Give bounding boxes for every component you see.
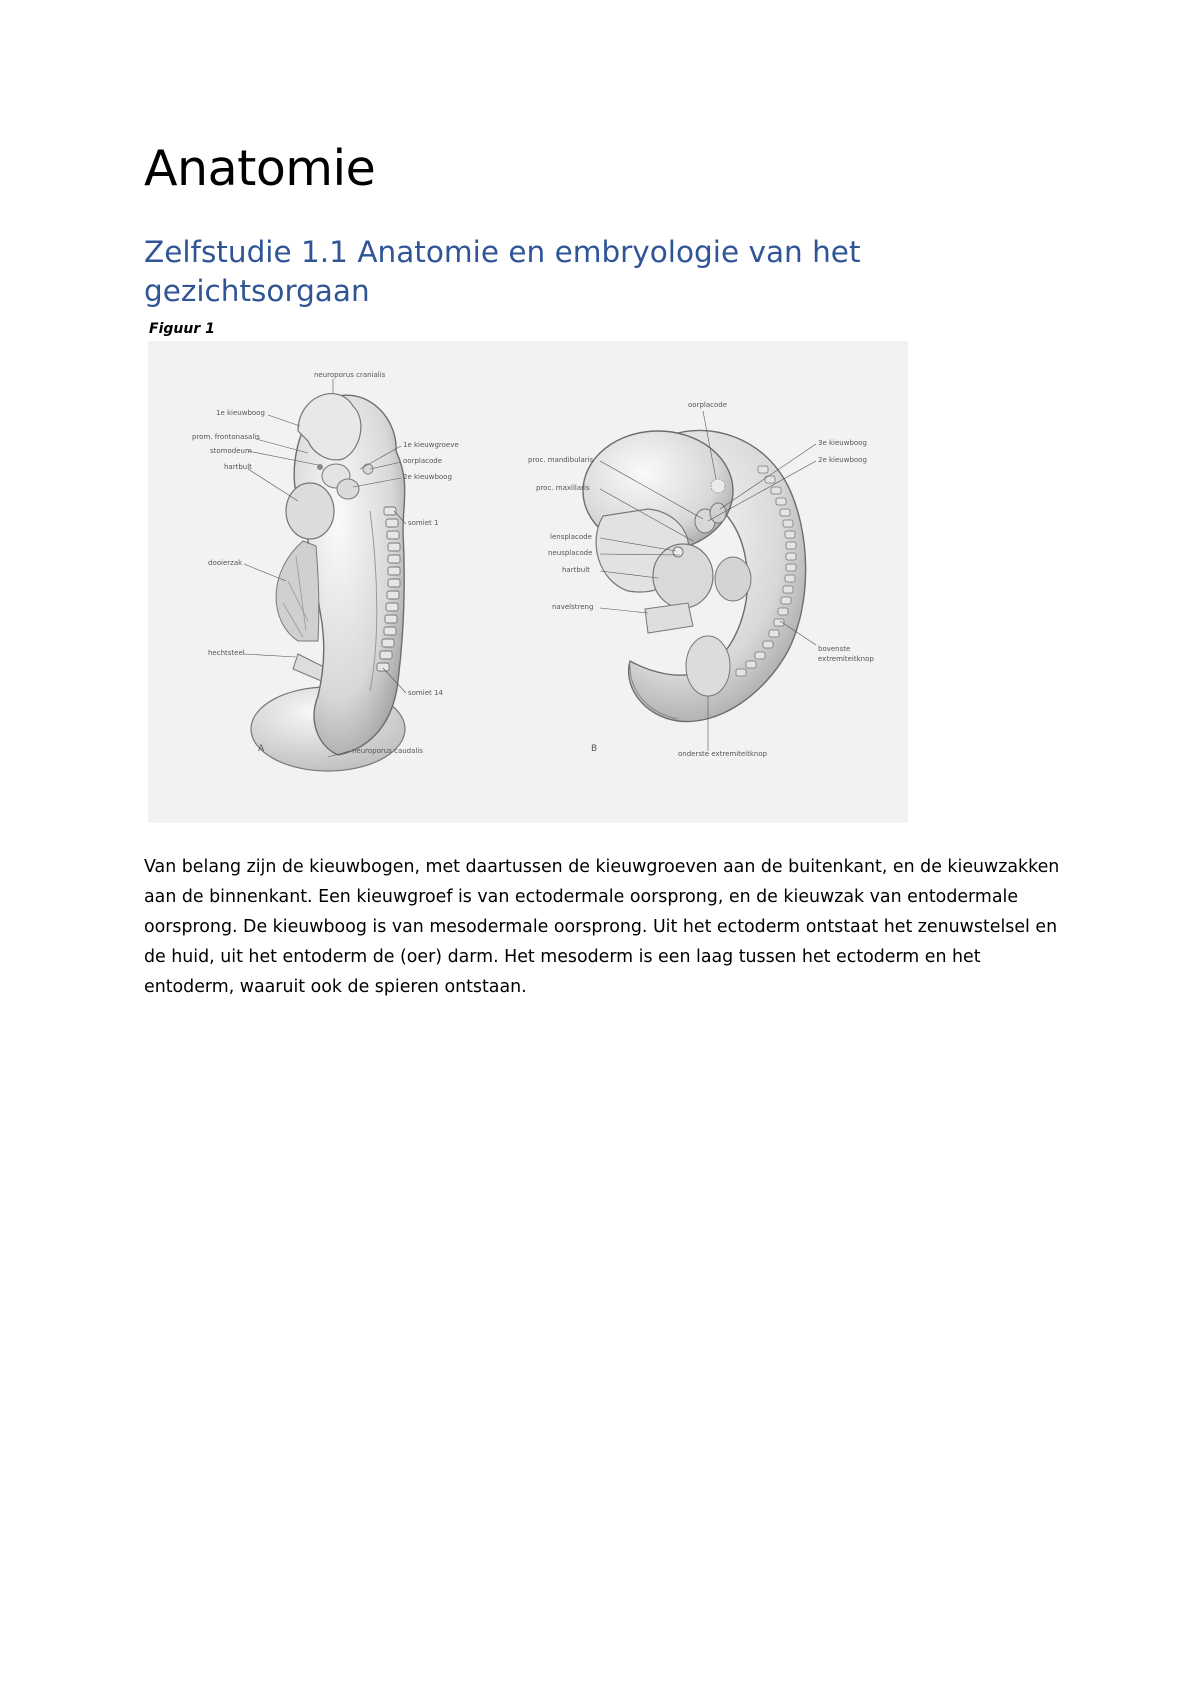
label-hartbult: hartbult bbox=[224, 463, 252, 471]
label-dooierzak: dooierzak bbox=[208, 559, 243, 567]
label-somiet-1: somiet 1 bbox=[408, 519, 439, 527]
page-title: Anatomie bbox=[144, 140, 376, 197]
section-heading: Zelfstudie 1.1 Anatomie en embryologie van het gezichtsorgaan bbox=[144, 235, 861, 308]
label-1e-kieuwgroeve: 1e kieuwgroeve bbox=[403, 441, 459, 449]
label-stomodeum: stomodeum bbox=[210, 447, 252, 455]
label-proc-mandibularis: proc. mandibularis bbox=[528, 456, 594, 464]
label-1e-kieuwboog: 1e kieuwboog bbox=[216, 409, 265, 417]
panel-b-embryo bbox=[583, 430, 806, 721]
panel-a-letter: A bbox=[258, 744, 265, 754]
label-neuroporus-caudalis: neuroporus caudalis bbox=[352, 747, 423, 755]
label-lensplacode: lensplacode bbox=[550, 533, 592, 541]
label-bovenste-extremiteitknop-2: extremiteitknop bbox=[818, 655, 874, 663]
embryo-illustration bbox=[148, 341, 908, 823]
label-onderste-extremiteitknop: onderste extremiteitknop bbox=[678, 750, 768, 758]
label-navelstreng: navelstreng bbox=[552, 603, 594, 611]
label-somiet-14: somiet 14 bbox=[408, 689, 443, 697]
figure-caption: Figuur 1 bbox=[149, 321, 215, 337]
label-neusplacode: neusplacode bbox=[548, 549, 593, 557]
label-neuroporus-cranialis: neuroporus cranialis bbox=[314, 371, 386, 379]
panel-b-letter: B bbox=[591, 744, 598, 754]
label-3e-kieuwboog: 3e kieuwboog bbox=[818, 439, 867, 447]
body-paragraph: Van belang zijn de kieuwbogen, met daartussen de kieuwgroeven aan de buitenkant, en de kieuwzakken aan de binnenkant. Een kieuwgroef is van ectodermale oorsprong, en de kieuwzak van entodermale oorsprong. De kieuwboog is van mesodermale oorsprong. Uit het ectoderm ontstaat het zenuwstelsel en de huid, uit het entoderm de (oer) darm. Het mesoderm is een laag tussen het ectoderm en het entoderm, waaruit ook de spieren ontstaan. bbox=[144, 857, 1060, 997]
label-bovenste-extremiteitknop-1: bovenste bbox=[818, 645, 851, 653]
embryo-figure bbox=[148, 341, 908, 823]
label-hechtsteel: hechtsteel bbox=[208, 649, 245, 657]
label-proc-maxillaris: proc. maxillaris bbox=[536, 484, 590, 492]
label-oorplacode-b: oorplacode bbox=[688, 401, 728, 409]
label-hartbult-b: hartbult bbox=[562, 566, 590, 574]
label-oorplacode-a: oorplacode bbox=[403, 457, 443, 465]
label-2e-kieuwboog-a: 2e kieuwboog bbox=[403, 473, 452, 481]
label-2e-kieuwboog-b: 2e kieuwboog bbox=[818, 456, 867, 464]
panel-a-embryo bbox=[251, 394, 405, 771]
label-prom-frontonasalis: prom. frontonasalis bbox=[192, 433, 260, 441]
